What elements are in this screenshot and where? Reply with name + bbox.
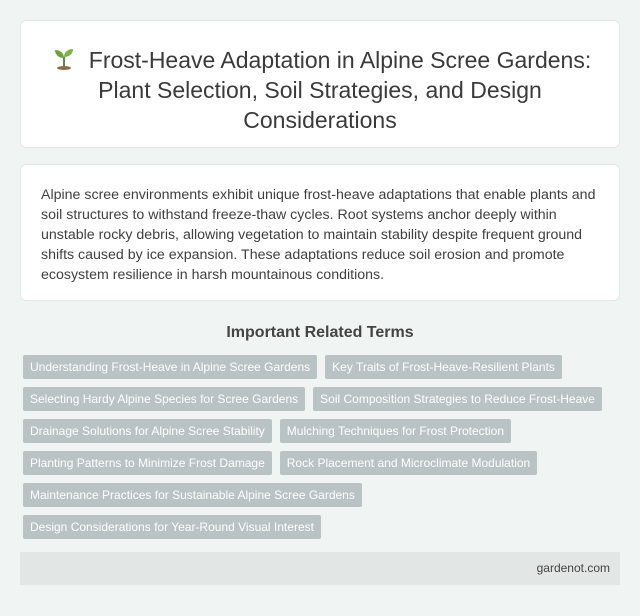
title-card: [20, 20, 620, 148]
sprout-icon: [49, 46, 79, 70]
summary-card: [20, 164, 620, 301]
related-term-tag[interactable]: Rock Placement and Microclimate Modulation: [280, 451, 537, 475]
page-title-text: Frost-Heave Adaptation in Alpine Scree Gardens: Plant Selection, Soil Strategies, and Design Considerations: [88, 47, 592, 133]
related-terms-list: [20, 355, 610, 539]
related-terms-heading: Important Related Terms: [226, 324, 414, 341]
related-term-tag[interactable]: Drainage Solutions for Alpine Scree Stability: [23, 419, 272, 443]
related-term-tag[interactable]: Selecting Hardy Alpine Species for Scree Gardens: [23, 387, 305, 411]
related-term-tag[interactable]: Planting Patterns to Minimize Frost Damage: [23, 451, 272, 475]
footer-site-link[interactable]: gardenot.com: [536, 561, 610, 575]
related-term-tag[interactable]: Mulching Techniques for Frost Protection: [280, 419, 511, 443]
footer: [20, 552, 620, 585]
related-term-tag[interactable]: Soil Composition Strategies to Reduce Frost-Heave: [313, 387, 602, 411]
related-term-tag[interactable]: Understanding Frost-Heave in Alpine Scree Gardens: [23, 355, 317, 379]
related-term-tag[interactable]: Design Considerations for Year-Round Visual Interest: [23, 515, 321, 539]
summary-text: Alpine scree environments exhibit unique frost-heave adaptations that enable plants and soil structures to withstand freeze-thaw cycles. Root systems anchor deeply within unstable rocky debris, allowing vegetation to maintain stability despite frequent ground shifts caused by ice expansion. These adaptations reduce soil erosion and promote ecosystem resilience in harsh mountainous conditions.: [41, 187, 596, 283]
related-term-tag[interactable]: Maintenance Practices for Sustainable Alpine Scree Gardens: [23, 483, 362, 507]
page-title: [41, 45, 599, 135]
related-term-tag[interactable]: Key Traits of Frost-Heave-Resilient Plants: [325, 355, 562, 379]
